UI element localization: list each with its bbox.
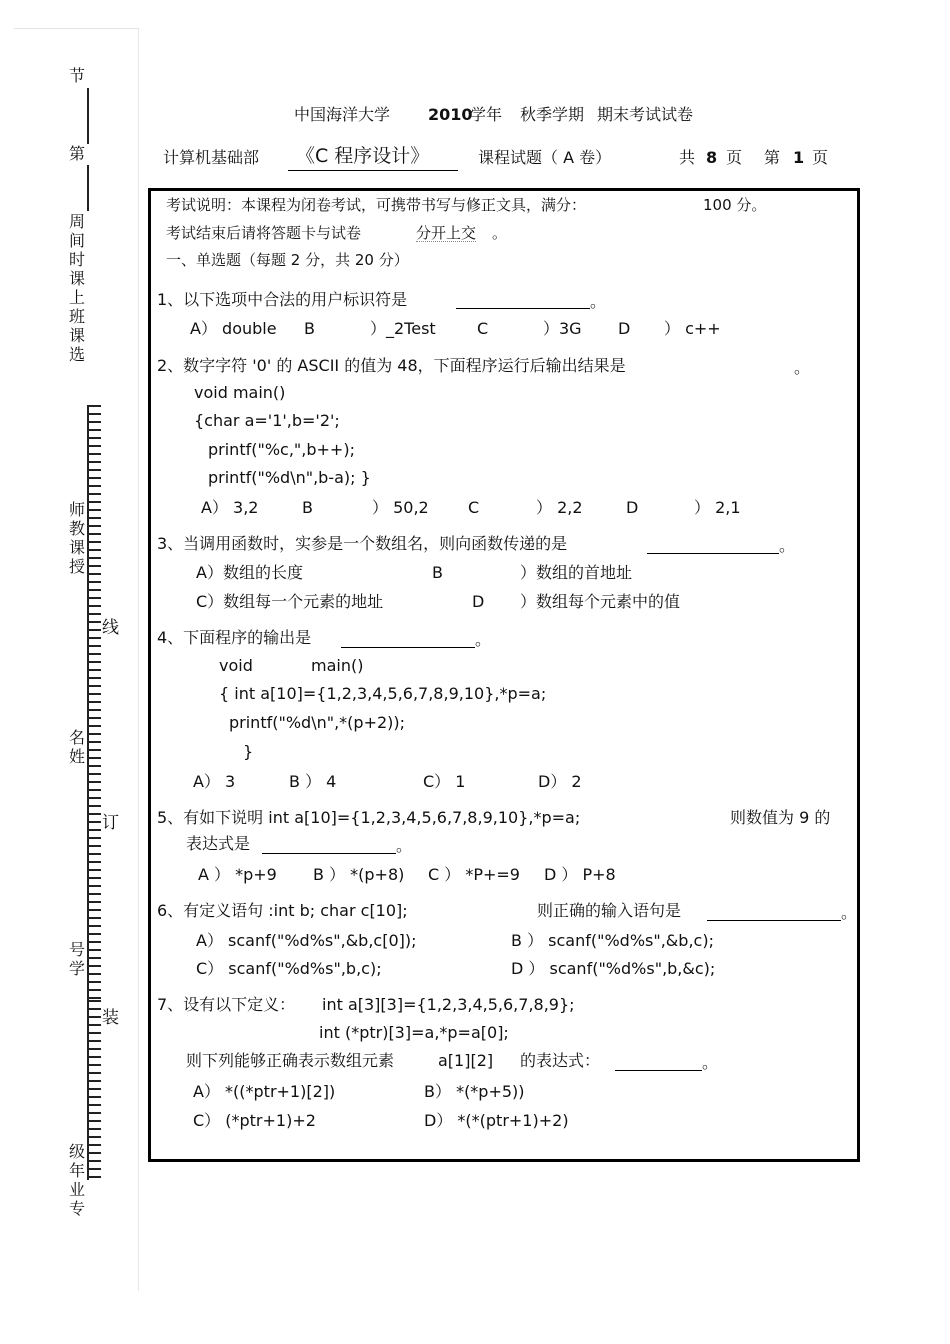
q2-code-line-2: {char a='1',b='2'; (194, 411, 340, 430)
course-name: 《C 程序设计》 (296, 145, 430, 167)
q2-option-d: ） 2,1 (694, 498, 741, 517)
q2-stem: 2、数字字符 '0' 的 ASCII 的值为 48，下面程序运行后输出结果是 (157, 356, 626, 375)
q2-option-a: A） 3,2 (201, 498, 259, 517)
q3-end: 。 (779, 536, 796, 555)
instructions-line-2-end: 。 (492, 224, 508, 242)
binding-student-id-label: 号学 (68, 940, 85, 978)
q1-stem: 1、以下选项中合法的用户标识符是 (157, 290, 408, 309)
q4-stem: 4、下面程序的输出是 (157, 628, 312, 647)
full-score: 100 分。 (703, 196, 767, 214)
q5-option-c: C ） *P+=9 (428, 865, 520, 884)
q4-code-line-4: } (243, 742, 254, 761)
q5-stem: 5、有如下说明 int a[10]={1,2,3,4,5,6,7,8,9,10},*p=a; (157, 808, 581, 827)
section-heading: 一、单选题（每题 2 分，共 20 分） (166, 251, 409, 269)
q6-option-b: B ） scanf("%d%s",&b,c); (511, 931, 714, 950)
q7-stem: 7、设有以下定义： (157, 995, 296, 1014)
semester: 秋季学期 (520, 105, 585, 124)
paper-label: 课程试题（ A 卷） (478, 148, 612, 167)
q2-option-b-letter: B (302, 498, 313, 517)
q7-stem-2: 则下列能够正确表示数组元素 (186, 1051, 395, 1070)
q6-end: 。 (841, 903, 858, 922)
q7-definition-1: int a[3][3]={1,2,3,4,5,6,7,8,9}; (322, 995, 575, 1014)
q6-stem-right: 则正确的输入语句是 (537, 901, 682, 920)
q4-option-a: A） 3 (193, 772, 236, 791)
binding-major-label: 级年业专 (68, 1142, 85, 1218)
page-label: 第 (764, 148, 781, 167)
q1-answer-blank (456, 308, 590, 309)
q5-option-b: B ） *(p+8) (313, 865, 405, 884)
q7-option-d: D） *(*(ptr+1)+2) (424, 1111, 569, 1130)
q5-option-d: D ） P+8 (544, 865, 616, 884)
exam-type: 期末考试试卷 (597, 105, 694, 124)
q3-answer-blank (647, 553, 779, 554)
binding-order-mark: 订 (102, 808, 119, 833)
q2-code-line-4: printf("%d\n",b-a); } (208, 468, 371, 487)
q2-end: 。 (794, 358, 811, 377)
q1-option-a: A） double (190, 319, 277, 338)
q3-option-a: A）数组的长度 (196, 563, 303, 582)
binding-ticks (87, 805, 101, 1000)
q7-option-c: C） (*ptr+1)+2 (193, 1111, 316, 1130)
q5-end: 。 (396, 836, 413, 855)
q7-stem-3: 的表达式： (520, 1051, 601, 1070)
binding-line (87, 165, 89, 211)
q3-option-b-letter: B (432, 563, 443, 582)
q4-code-line-1b: main() (311, 656, 364, 675)
q7-end: 。 (702, 1053, 719, 1072)
academic-year: 2010 (428, 105, 473, 124)
q6-stem: 6、有定义语句 :int b; char c[10]; (157, 901, 408, 920)
submit-separately: 分开上交 (416, 224, 477, 242)
q4-option-d: D） 2 (538, 772, 582, 791)
q7-definition-2: int (*ptr)[3]=a,*p=a[0]; (319, 1023, 509, 1042)
q7-element: a[1][2] (438, 1051, 494, 1070)
q4-answer-blank (341, 647, 475, 648)
total-pages: 8 (706, 148, 718, 167)
binding-ticks (87, 1000, 101, 1180)
q1-option-b-letter: B (304, 319, 315, 338)
q2-option-d-letter: D (626, 498, 639, 517)
q5-stem-right: 则数值为 9 的 (730, 808, 831, 827)
binding-ticks (87, 605, 101, 805)
q5-option-a: A ） *p+9 (198, 865, 277, 884)
q1-option-d: ） c++ (664, 319, 721, 338)
binding-line-mark: 线 (102, 613, 119, 638)
q3-option-c: C）数组每一个元素的地址 (196, 592, 384, 611)
total-label: 共 (679, 148, 696, 167)
instructions-line-2: 考试结束后请将答题卡与试卷 (166, 224, 362, 242)
q4-code-line-1a: void (219, 656, 253, 675)
q1-option-b: ）_2Test (370, 319, 436, 338)
q5-stem-2: 表达式是 (186, 834, 251, 853)
q1-option-c-letter: C (477, 319, 489, 338)
q2-code-line-3: printf("%c,",b++); (208, 440, 355, 459)
q1-end: 。 (590, 292, 607, 311)
q3-option-d-letter: D (472, 592, 485, 611)
q3-option-b: ）数组的首地址 (520, 563, 633, 582)
q1-option-c: ）3G (543, 319, 582, 338)
q7-answer-blank (615, 1070, 702, 1071)
binding-name-label: 名姓 (68, 728, 85, 766)
q4-option-c: C） 1 (423, 772, 466, 791)
q2-code-line-1: void main() (194, 383, 286, 402)
binding-course-time-label: 周间时课上班课选 (68, 212, 85, 364)
page-unit: 页 (726, 148, 743, 167)
binding-section-label: 节 (68, 66, 85, 85)
q7-option-a: A） *((*ptr+1)[2]) (193, 1082, 336, 1101)
q7-option-b: B） *(*p+5)) (424, 1082, 525, 1101)
instructions-line-1: 考试说明：本课程为闭卷考试，可携带书写与修正文具，满分： (166, 196, 587, 214)
q4-code-line-3: printf("%d\n",*(p+2)); (229, 713, 406, 732)
binding-ordinal-label: 第 (68, 144, 85, 163)
binding-bind-mark: 装 (102, 1003, 119, 1028)
q6-answer-blank (707, 920, 841, 921)
academic-year-suffix: 学年 (470, 105, 503, 124)
course-underline (288, 170, 458, 171)
page-unit-2: 页 (812, 148, 829, 167)
q3-option-d: ）数组每个元素中的值 (520, 592, 681, 611)
department: 计算机基础部 (163, 148, 260, 167)
binding-teacher-label: 师教课授 (68, 500, 85, 576)
q4-option-b: B ） 4 (289, 772, 337, 791)
q6-option-a: A） scanf("%d%s",&b,c[0]); (196, 931, 417, 950)
q6-option-d: D ） scanf("%d%s",b,&c); (511, 959, 716, 978)
q6-option-c: C） scanf("%d%s",b,c); (196, 959, 382, 978)
q2-option-c-letter: C (468, 498, 480, 517)
page-number: 1 (793, 148, 805, 167)
q4-end: 。 (475, 630, 492, 649)
binding-ticks (87, 405, 101, 605)
q2-option-c: ） 2,2 (536, 498, 583, 517)
q1-option-d-letter: D (618, 319, 631, 338)
q4-code-line-2: { int a[10]={1,2,3,4,5,6,7,8,9,10},*p=a; (219, 684, 547, 703)
university-name: 中国海洋大学 (294, 105, 391, 124)
q2-option-b: ） 50,2 (372, 498, 429, 517)
q5-answer-blank (262, 853, 396, 854)
q3-stem: 3、当调用函数时，实参是一个数组名，则向函数传递的是 (157, 534, 568, 553)
binding-line (87, 88, 89, 144)
